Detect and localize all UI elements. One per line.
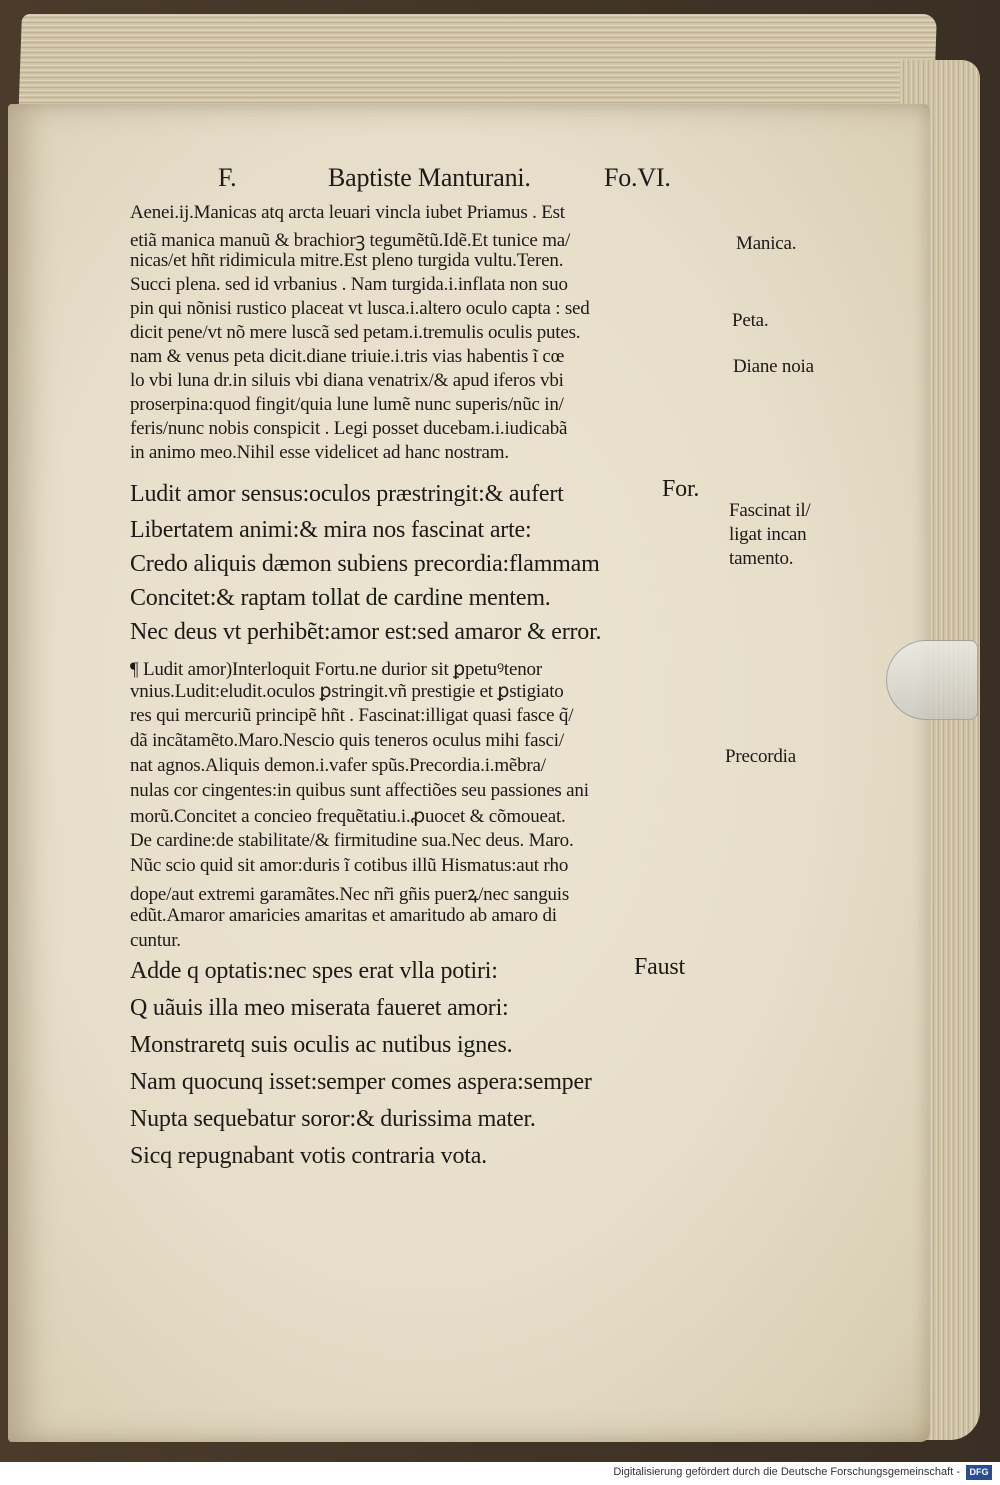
gloss-line: nat agnos.Aliquis demon.i.vafer spũs.Precordia.i.mẽbra/ (130, 755, 546, 776)
gloss-line: feris/nunc nobis conspicit . Legi posset ducebam.i.iudicabã (130, 418, 568, 439)
margin-note: ligat incan (729, 524, 807, 545)
margin-note: Fascinat il/ (729, 500, 811, 521)
gloss-line: vnius.Ludit:eludit.oculos ꝑstringit.vñ prestigie et ꝑstigiato (130, 681, 564, 702)
signature-mark: F. (218, 163, 237, 192)
gloss-line: cuntur. (130, 930, 181, 951)
gloss-line: nicas/et hñt ridimicula mitre.Est pleno turgida vultu.Teren. (130, 250, 564, 271)
gloss-line: proserpina:quod fingit/quia lune lumẽ nunc superis/nũc in/ (130, 394, 564, 415)
margin-note: tamento. (729, 548, 794, 569)
verse-line: Concitet:& raptam tollat de cardine mentem. (130, 585, 551, 611)
gloss-line: edũt.Amaror amaricies amaritas et amaritudo ab amaro di (130, 905, 557, 926)
verse-line: Q uãuis illa meo miserata faueret amori: (130, 995, 509, 1021)
verse-line: Credo aliquis dæmon subiens precordia:flammam (130, 551, 600, 577)
gloss-line: Nũc scio quid sit amor:duris ĩ cotibus illũ Hismatus:aut rho (130, 855, 569, 876)
page-clip (886, 640, 978, 720)
gloss-line: res qui mercuriũ principẽ hñt . Fascinat:illigat quasi fasce q̃/ (130, 705, 574, 726)
verse-line: Nupta sequebatur soror:& durissima mater. (130, 1106, 536, 1132)
footer-bar (0, 1462, 1000, 1485)
margin-note: Peta. (732, 310, 769, 331)
margin-note: Manica. (736, 233, 797, 254)
gloss-line: morũ.Concitet a concieo frequẽtatiu.i.ꝓuocet & cõmoueat. (130, 806, 566, 827)
gloss-line: dicit pene/vt nõ mere luscã sed petam.i.tremulis oculis putes. (130, 322, 581, 343)
margin-note: Diane noia (733, 356, 814, 377)
gloss-line: Succi plena. sed id vrbanius . Nam turgida.i.inflata non suo (130, 274, 568, 295)
gloss-line: lo vbi luna dr.in siluis vbi diana venatrix/& apud iferos vbi (130, 370, 564, 391)
gloss-line: De cardine:de stabilitate/& firmitudine sua.Nec deus. Maro. (130, 830, 574, 851)
verse-line: Nec deus vt perhibẽt:amor est:sed amaror & error. (130, 619, 602, 645)
speaker-label: For. (662, 476, 700, 502)
gloss-line: pin qui nõnisi rustico placeat vt lusca.i.altero oculo capta : sed (130, 298, 590, 319)
gloss-line: Aenei.ij.Manicas atq arcta leuari vincla iubet Priamus . Est (130, 202, 565, 223)
footer-credit: Digitalisierung gefördert durch die Deutsche Forschungsgemeinschaft - (613, 1466, 960, 1478)
gloss-line: nam & venus peta dicit.diane triuie.i.tris vias habentis ĩ cœ (130, 346, 565, 367)
verse-line: Libertatem animi:& mira nos fascinat arte: (130, 517, 532, 543)
verse-line: Adde q optatis:nec spes erat vlla potiri: (130, 958, 498, 984)
gloss-line: dã incãtamẽto.Maro.Nescio quis teneros oculus mihi fasci/ (130, 730, 564, 751)
gloss-line: etiã manica manuũ & brachiorꝫ tegumẽtũ.Idẽ.Et tunice ma/ (130, 230, 571, 251)
verse-line: Ludit amor sensus:oculos præstringit:& aufert (130, 481, 564, 507)
dfg-logo: DFG (966, 1465, 992, 1480)
verse-line: Monstraretq suis oculis ac nutibus ignes. (130, 1032, 513, 1058)
folio-number: Fo.VI. (604, 163, 671, 192)
margin-note: Precordia (725, 746, 796, 767)
gloss-line: ¶ Ludit amor)Interloquit Fortu.ne durior sit ꝑpetuꝰtenor (130, 659, 542, 680)
speaker-label: Faust (634, 954, 686, 980)
gloss-line: nulas cor cingentes:in quibus sunt affectiões seu passiones ani (130, 780, 589, 801)
gloss-line: in animo meo.Nihil esse videlicet ad hanc nostram. (130, 442, 509, 463)
gloss-line: dope/aut extremi garamãtes.Nec nr̃i gñis puerꝝ/nec sanguis (130, 884, 570, 905)
verse-line: Sicq repugnabant votis contraria vota. (130, 1143, 487, 1169)
verse-line: Nam quocunq isset:semper comes aspera:semper (130, 1069, 592, 1095)
running-title: Baptiste Manturani. (328, 163, 531, 192)
